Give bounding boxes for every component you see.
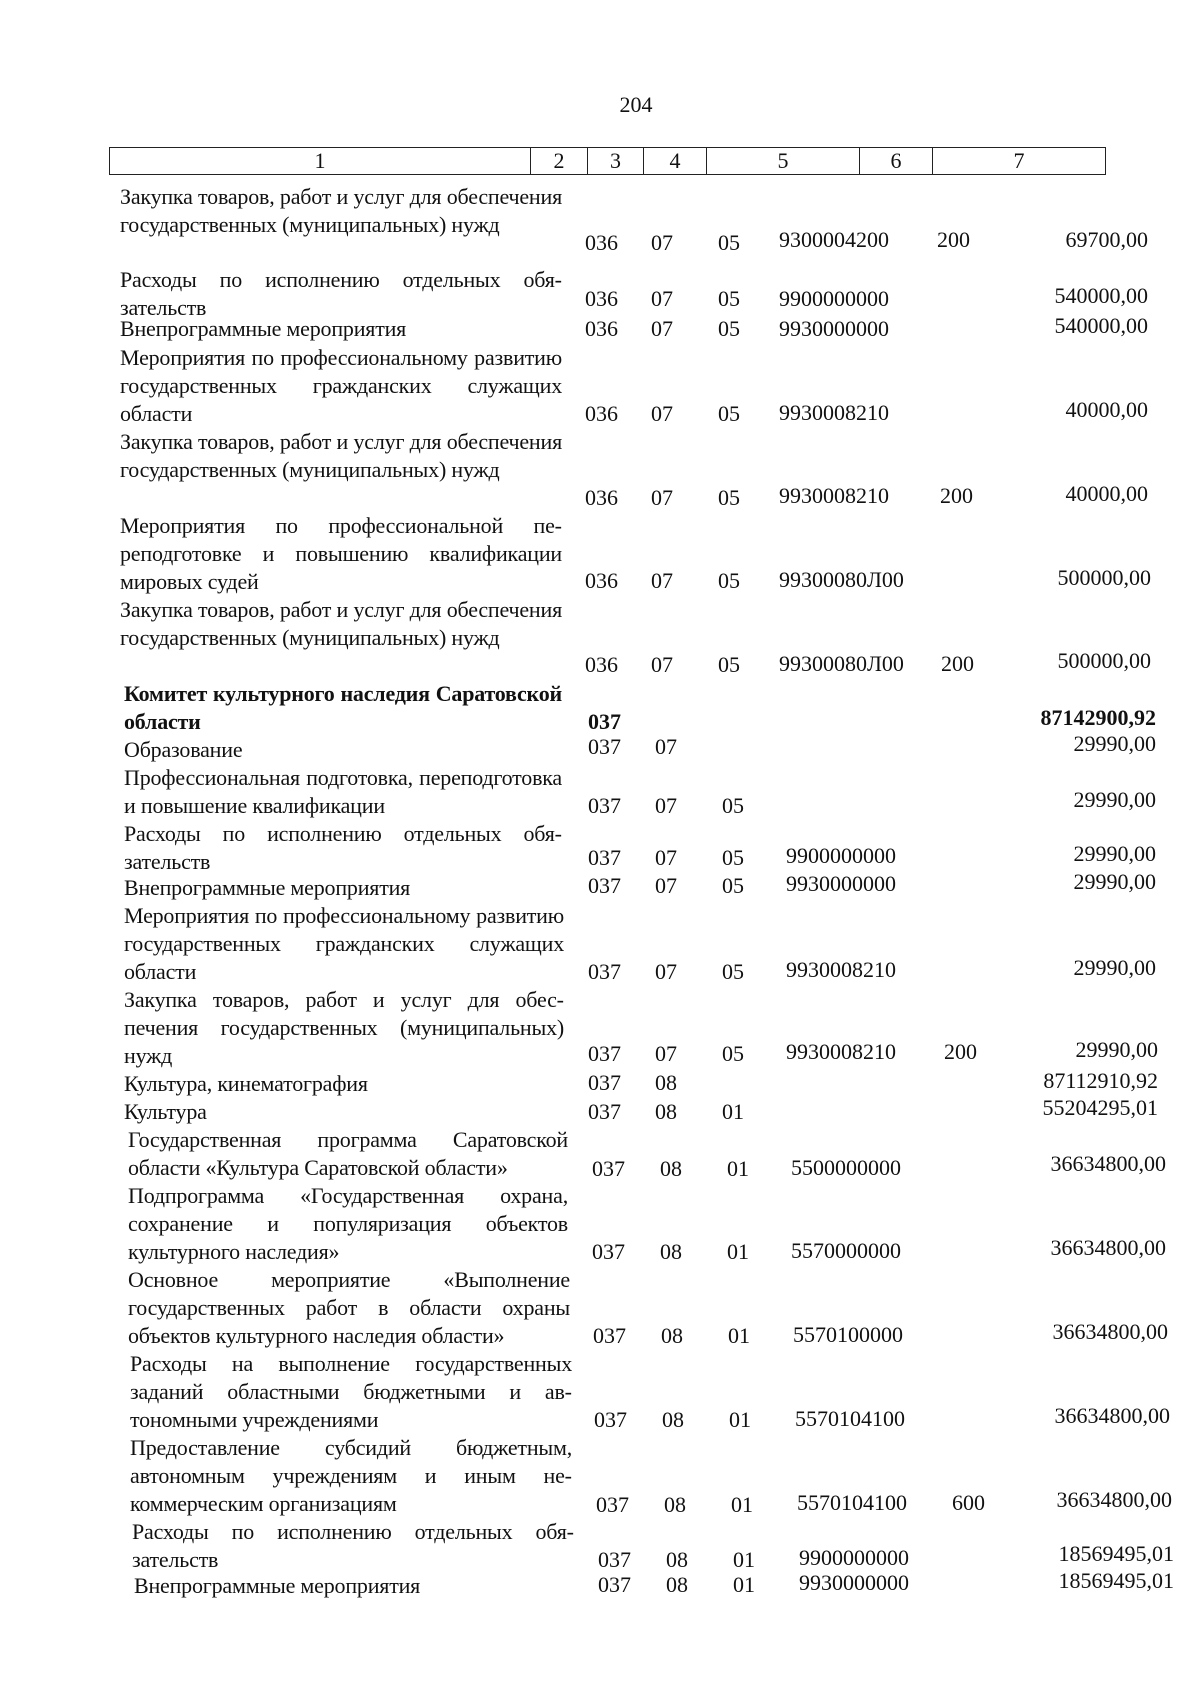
section-code: 08	[664, 1492, 686, 1517]
amount: 36634800,00	[1050, 1235, 1166, 1260]
section-code: 07	[651, 485, 673, 510]
row-description: Государственная программа Саратовской области «Культура Саратовской области»	[128, 1127, 568, 1180]
row-description: Культура	[124, 1099, 207, 1124]
row-description: Расходы по исполнению отдельных обязательств	[124, 821, 562, 874]
subsection-code: 05	[718, 485, 740, 510]
amount: 540000,00	[1054, 313, 1148, 338]
row-description: Предоставление субсидий бюджетным, автономным учреждениям и иным некоммерческим организациям	[130, 1435, 572, 1516]
section-code: 07	[651, 286, 673, 311]
amount: 500000,00	[1057, 565, 1151, 590]
expense-type-code: 200	[941, 651, 974, 676]
ministry-code: 036	[585, 230, 618, 255]
expense-type-code: 200	[937, 227, 970, 252]
target-article-code: 9930000000	[786, 871, 896, 896]
subsection-code: 01	[728, 1323, 750, 1348]
expense-type-code: 200	[940, 483, 973, 508]
row-description: Основное мероприятие «Выполнение государственных работ в области охраны объектов культурного наследия области»	[128, 1267, 570, 1348]
target-article-code: 5500000000	[791, 1155, 901, 1180]
ministry-code: 037	[588, 734, 621, 759]
subsection-code: 05	[718, 568, 740, 593]
section-code: 07	[651, 652, 673, 677]
amount: 540000,00	[1054, 283, 1148, 308]
ministry-code: 037	[588, 793, 621, 818]
amount: 29990,00	[1073, 869, 1156, 894]
ministry-code: 036	[585, 652, 618, 677]
subsection-code: 05	[718, 230, 740, 255]
row-description: Закупка товаров, работ и услуг для обеспечения государственных (муниципальных) нужд	[124, 987, 564, 1068]
subsection-code: 01	[729, 1407, 751, 1432]
ministry-code: 037	[588, 1099, 621, 1124]
target-article-code: 99300080Л00	[779, 651, 904, 676]
amount: 36634800,00	[1052, 1319, 1168, 1344]
row-description: Комитет культурного наследия Саратовской области	[124, 681, 562, 734]
ministry-code: 037	[588, 709, 621, 734]
column-header-2: 2	[531, 148, 588, 175]
amount: 69700,00	[1065, 227, 1148, 252]
section-code: 08	[660, 1239, 682, 1264]
ministry-code: 036	[585, 401, 618, 426]
column-header-1: 1	[110, 148, 531, 175]
row-description: Культура, кинематография	[124, 1071, 368, 1096]
section-code: 08	[660, 1156, 682, 1181]
section-code: 08	[666, 1547, 688, 1572]
row-description: Внепрограммные мероприятия	[120, 316, 407, 341]
amount: 29990,00	[1073, 731, 1156, 756]
expense-type-code: 600	[952, 1490, 985, 1515]
amount: 29990,00	[1075, 1037, 1158, 1062]
subsection-code: 05	[718, 652, 740, 677]
subsection-code: 01	[733, 1572, 755, 1597]
amount: 500000,00	[1057, 648, 1151, 673]
subsection-code: 05	[722, 793, 744, 818]
amount: 29990,00	[1073, 787, 1156, 812]
subsection-code: 05	[718, 286, 740, 311]
expense-type-code: 200	[944, 1039, 977, 1064]
amount: 36634800,00	[1050, 1151, 1166, 1176]
section-code: 08	[666, 1572, 688, 1597]
column-header-4: 4	[644, 148, 707, 175]
target-article-code: 5570104100	[797, 1490, 907, 1515]
row-description: Расходы на выполнение государственных заданий областными бюджетными и автономными учреждениями	[130, 1351, 572, 1432]
target-article-code: 9930008210	[786, 957, 896, 982]
subsection-code: 05	[718, 316, 740, 341]
amount: 55204295,01	[1042, 1095, 1158, 1120]
row-description: Внепрограммные мероприятия	[124, 875, 411, 900]
section-code: 07	[655, 793, 677, 818]
page-number: 204	[619, 92, 653, 117]
section-code: 07	[655, 873, 677, 898]
ministry-code: 037	[588, 1070, 621, 1095]
target-article-code: 9900000000	[799, 1545, 909, 1570]
subsection-code: 05	[722, 959, 744, 984]
ministry-code: 037	[592, 1156, 625, 1181]
column-header-table	[109, 147, 1106, 175]
target-article-code: 9930000000	[799, 1570, 909, 1595]
section-code: 07	[655, 959, 677, 984]
target-article-code: 99300080Л00	[779, 567, 904, 592]
row-description: Образование	[124, 737, 243, 762]
ministry-code: 037	[593, 1323, 626, 1348]
subsection-code: 05	[722, 845, 744, 870]
section-code: 07	[655, 734, 677, 759]
target-article-code: 5570104100	[795, 1406, 905, 1431]
column-header-5: 5	[707, 148, 860, 175]
target-article-code: 5570100000	[793, 1322, 903, 1347]
column-header-3: 3	[588, 148, 644, 175]
amount: 87112910,92	[1043, 1068, 1158, 1093]
amount: 40000,00	[1065, 397, 1148, 422]
section-code: 08	[661, 1323, 683, 1348]
target-article-code: 9900000000	[779, 286, 889, 311]
subsection-code: 01	[722, 1099, 744, 1124]
section-code: 07	[655, 845, 677, 870]
amount: 29990,00	[1073, 841, 1156, 866]
row-description: Расходы по исполнению отдельных обязательств	[120, 267, 562, 320]
target-article-code: 5570000000	[791, 1238, 901, 1263]
subsection-code: 01	[731, 1492, 753, 1517]
ministry-code: 037	[588, 1041, 621, 1066]
column-header-7: 7	[933, 148, 1106, 175]
row-description: Закупка товаров, работ и услуг для обеспечения государственных (муниципальных) нужд	[120, 429, 562, 482]
ministry-code: 037	[588, 873, 621, 898]
subsection-code: 01	[727, 1156, 749, 1181]
subsection-code: 05	[718, 401, 740, 426]
row-description: Мероприятия по профессиональному развитию государственных гражданских служащих области	[124, 903, 564, 984]
ministry-code: 036	[585, 316, 618, 341]
ministry-code: 036	[585, 485, 618, 510]
row-description: Подпрограмма «Государственная охрана, сохранение и популяризация объектов культурного наследия»	[128, 1183, 568, 1264]
amount: 36634800,00	[1054, 1403, 1170, 1428]
ministry-code: 037	[596, 1492, 629, 1517]
row-description: Профессиональная подготовка, переподготовка и повышение квалификации	[124, 765, 562, 818]
section-code: 07	[651, 568, 673, 593]
ministry-code: 037	[594, 1407, 627, 1432]
target-article-code: 9900000000	[786, 843, 896, 868]
ministry-code: 036	[585, 568, 618, 593]
amount: 36634800,00	[1056, 1487, 1172, 1512]
amount: 40000,00	[1065, 481, 1148, 506]
ministry-code: 037	[598, 1572, 631, 1597]
row-description: Закупка товаров, работ и услуг для обеспечения государственных (муниципальных) нужд	[120, 184, 562, 237]
subsection-code: 01	[733, 1547, 755, 1572]
section-code: 07	[651, 230, 673, 255]
section-code: 07	[655, 1041, 677, 1066]
subsection-code: 01	[727, 1239, 749, 1264]
amount: 18569495,01	[1058, 1541, 1174, 1566]
row-description: Мероприятия по профессиональной переподготовке и повышению квалификации мировых судей	[120, 513, 562, 594]
ministry-code: 037	[588, 959, 621, 984]
target-article-code: 9300004200	[779, 227, 889, 252]
target-article-code: 9930008210	[779, 400, 889, 425]
amount: 29990,00	[1073, 955, 1156, 980]
amount: 18569495,01	[1058, 1568, 1174, 1593]
column-header-row	[110, 148, 1106, 175]
row-description: Расходы по исполнению отдельных обязательств	[132, 1519, 574, 1572]
target-article-code: 9930008210	[786, 1039, 896, 1064]
section-code: 08	[662, 1407, 684, 1432]
ministry-code: 037	[598, 1547, 631, 1572]
ministry-code: 036	[585, 286, 618, 311]
subsection-code: 05	[722, 1041, 744, 1066]
section-code: 07	[651, 401, 673, 426]
section-code: 08	[655, 1099, 677, 1124]
ministry-code: 037	[592, 1239, 625, 1264]
section-code: 07	[651, 316, 673, 341]
ministry-code: 037	[588, 845, 621, 870]
row-description: Мероприятия по профессиональному развитию государственных гражданских служащих области	[120, 345, 562, 426]
target-article-code: 9930008210	[779, 483, 889, 508]
target-article-code: 9930000000	[779, 316, 889, 341]
row-description: Закупка товаров, работ и услуг для обеспечения государственных (муниципальных) нужд	[120, 597, 562, 650]
row-description: Внепрограммные мероприятия	[134, 1573, 421, 1598]
amount: 87142900,92	[1040, 705, 1156, 730]
column-header-6: 6	[860, 148, 933, 175]
section-code: 08	[655, 1070, 677, 1095]
subsection-code: 05	[722, 873, 744, 898]
